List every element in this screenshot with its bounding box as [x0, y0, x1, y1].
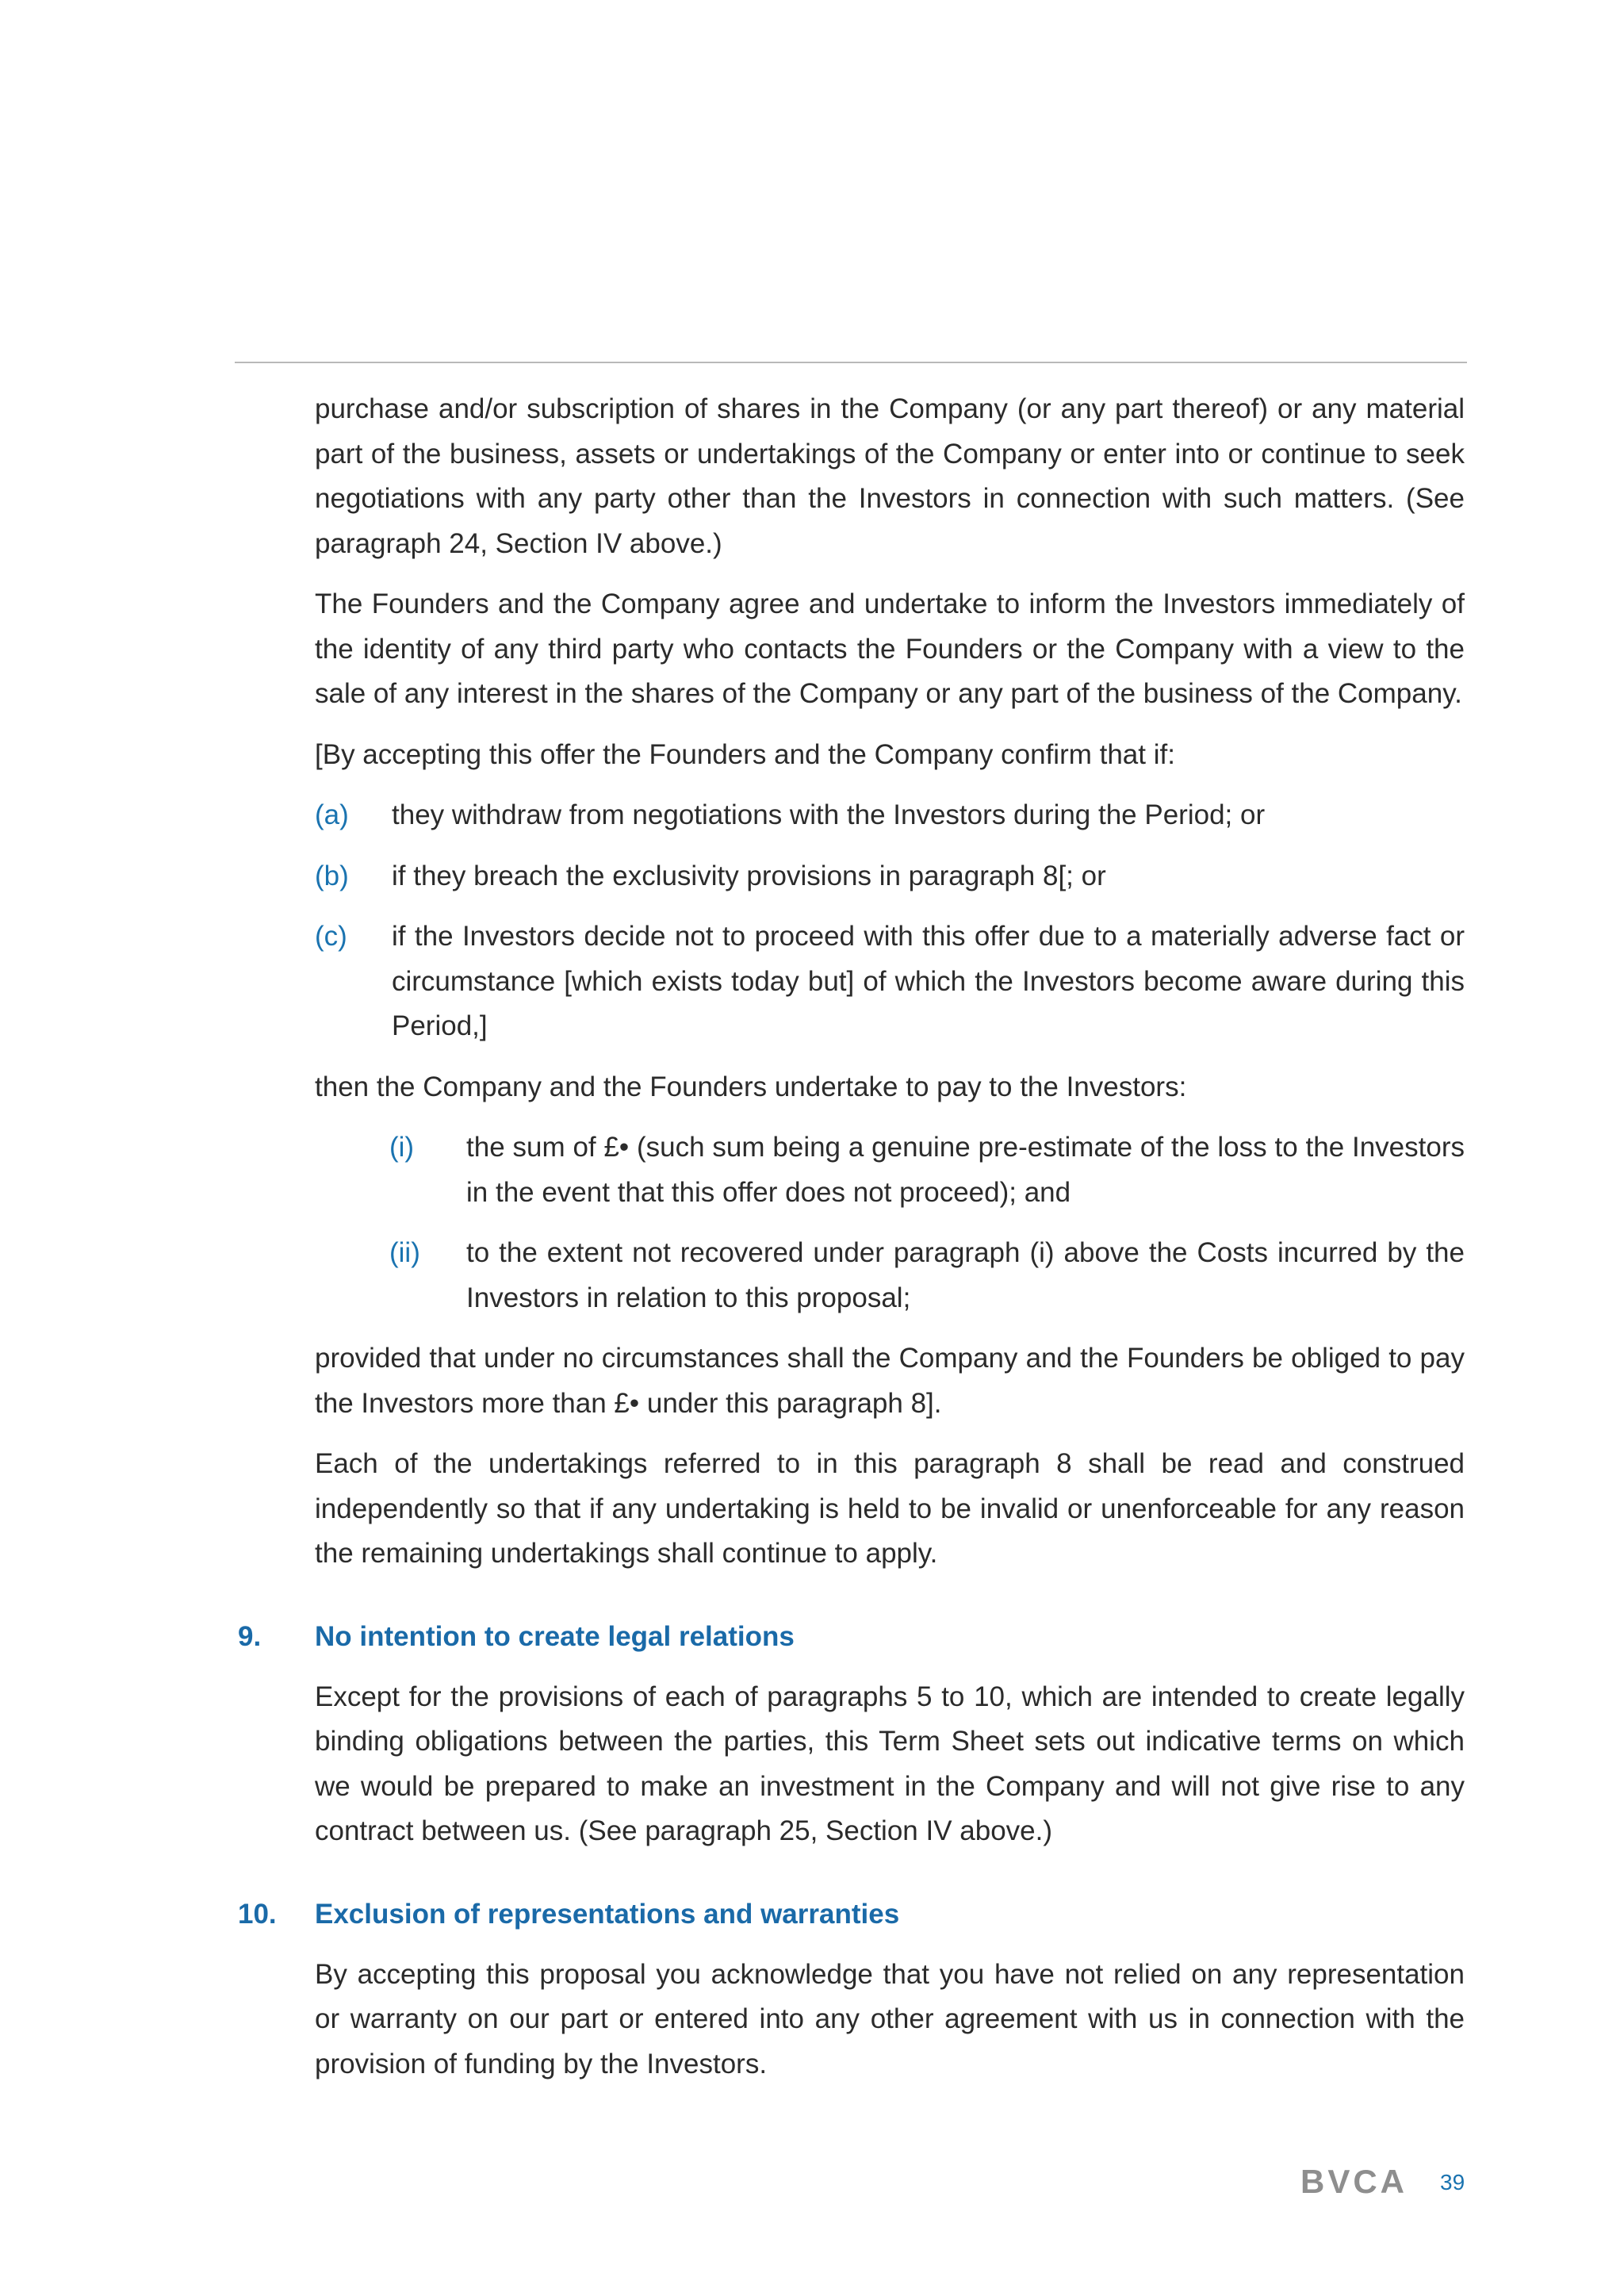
section-title: Exclusion of representations and warranties	[315, 1898, 900, 1930]
list-item-text: they withdraw from negotiations with the Investors during the Period; or	[392, 799, 1266, 830]
list-marker: (b)	[315, 860, 349, 891]
paragraph-exclusivity-continuation: purchase and/or subscription of shares in the Company (or any part thereof) or any material part of the business, assets or undertakings of the Company or enter into or continue to seek negotiations with any party other than the Investors in connection with such matters. (See paragraph 24, Section IV above.)	[315, 393, 1465, 559]
section-9-heading	[236, 1615, 1465, 1659]
list-marker: (ii)	[389, 1237, 420, 1268]
list-item-text: to the extent not recovered under paragraph (i) above the Costs incurred by the Investors in relation to this proposal;	[466, 1237, 1465, 1313]
list-item-ii	[389, 1231, 1465, 1320]
document-body	[236, 387, 1465, 2102]
list-item-text: if they breach the exclusivity provisions in paragraph 8[; or	[392, 860, 1106, 891]
section-title: No intention to create legal relations	[315, 1620, 795, 1652]
header-divider	[235, 362, 1467, 363]
paragraph-undertakings-independent: Each of the undertakings referred to in this paragraph 8 shall be read and construed independently so that if any undertaking is held to be invalid or unenforceable for any reason the remaining undertakings shall continue to apply.	[315, 1448, 1465, 1569]
list-item-c	[315, 914, 1465, 1049]
list-marker: (a)	[315, 799, 349, 830]
list-item-text: the sum of £• (such sum being a genuine pre-estimate of the loss to the Investors in the event that this offer does not proceed); and	[466, 1132, 1465, 1208]
list-item-b	[315, 854, 1465, 899]
list-marker: (i)	[389, 1132, 415, 1163]
section-number: 9.	[238, 1620, 262, 1652]
paragraph-confirmation-intro: [By accepting this offer the Founders and the Company confirm that if:	[315, 738, 1175, 770]
section-10-body: By accepting this proposal you acknowledge that you have not relied on any representation or warranty on our part or entered into any other agreement with us in connection with the provision of funding by the Investors.	[315, 1958, 1465, 2079]
list-marker: (c)	[315, 921, 347, 952]
list-item-a	[315, 793, 1465, 838]
section-number: 10.	[238, 1898, 277, 1930]
paragraph-inform-investors: The Founders and the Company agree and undertake to inform the Investors immediately of the identity of any third party who contacts the Founders or the Company with a view to the sale of any interest in the shares of the Company or any part of the business of the Company.	[315, 588, 1465, 709]
section-9-body: Except for the provisions of each of paragraphs 5 to 10, which are intended to create legally binding obligations between the parties, this Term Sheet sets out indicative terms on which we would be prepared to make an investment in the Company and will not give rise to any contract between us. (See paragraph 25, Section IV above.)	[315, 1681, 1465, 1846]
list-item-i	[389, 1125, 1465, 1215]
paragraph-provided-that: provided that under no circumstances shall the Company and the Founders be obliged to pay the Investors more than £• under this paragraph 8].	[315, 1343, 1465, 1419]
list-item-text: if the Investors decide not to proceed with this offer due to a materially adverse fact or circumstance [which exists today but] of which the Investors become aware during this Period,]	[392, 921, 1465, 1041]
bvca-logo: BVCA	[1300, 2163, 1408, 2200]
section-10-heading	[236, 1892, 1465, 1937]
page-number: 39	[1440, 2170, 1465, 2194]
paragraph-undertake-to-pay: then the Company and the Founders undertake to pay to the Investors:	[315, 1071, 1187, 1102]
